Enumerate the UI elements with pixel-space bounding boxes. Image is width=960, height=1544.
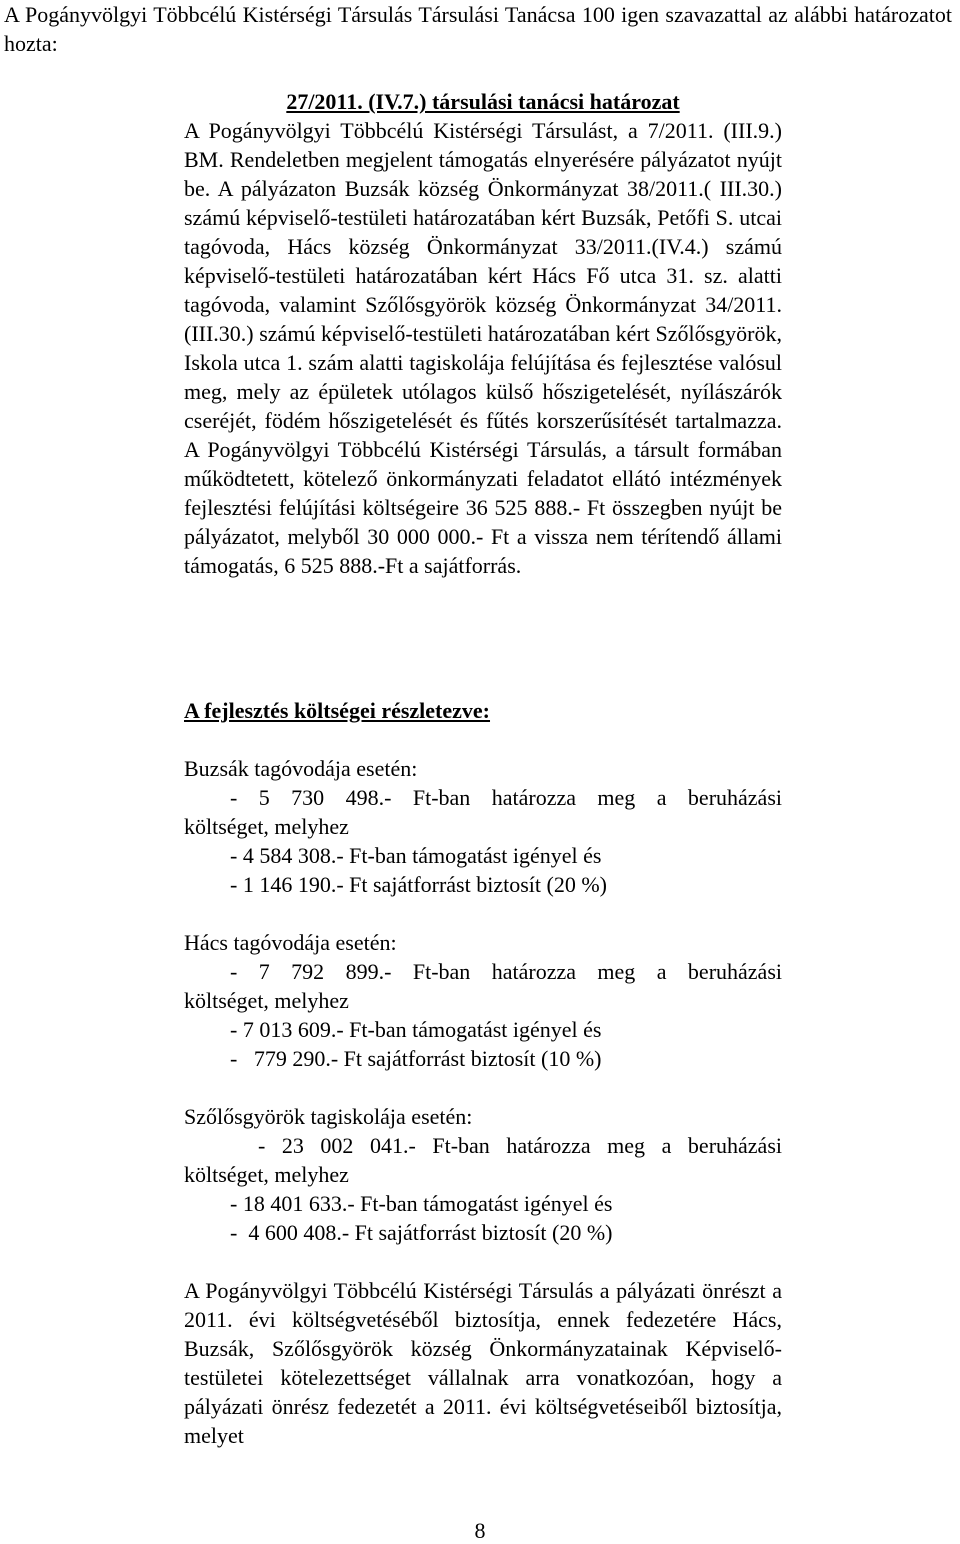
closing-paragraph: A Pogányvölgyi Többcélú Kistérségi Társulás a pályázati önrészt a 2011. évi költségvetéséből biztosítja, ennek fedezetére Hács, Buzsák, Szőlősgyörök község Önkormányzatainak Képviselő-testületei kötelezettséget vállalnak arra vonatkozóan, hogy a pályázati önrész fedezetét a 2011. évi költségvetéseiből biztosítja, melyet [184,1278,782,1448]
buzsak-label: Buzsák tagóvodája esetén: [184,756,418,781]
szolosgyorok-line-1: - 23 002 041.- Ft-ban határozza meg a beruházási [258,1133,782,1158]
buzsak-line-1b: költséget, melyhez [184,814,349,839]
hacs-label: Hács tagóvodája esetén: [184,930,397,955]
buzsak-line-3: - 1 146 190.- Ft sajátforrást biztosít (20 %) [230,872,607,897]
buzsak-section [184,754,782,899]
buzsak-line-1: - 5 730 498.- Ft-ban határozza meg a beruházási [230,785,782,810]
costs-heading: A fejlesztés költségei részletezve: [184,698,491,723]
resolution-title: 27/2011. (IV.7.) társulási tanácsi határozat [286,89,680,114]
szolosgyorok-line-1b: költséget, melyhez [184,1162,349,1187]
szolosgyorok-section [184,1102,782,1247]
hacs-section [184,928,782,1073]
resolution-body: A Pogányvölgyi Többcélú Kistérségi Társulást, a 7/2011. (III.9.) BM. Rendeletben megjelent támogatás elnyerésére pályázatot nyújt be. A pályázaton Buzsák község Önkormányzat 38/2011.( III.30.) számú képviselő-testületi határozatában kért Buzsák, Petőfi S. utcai tagóvoda, Hács község Önkormányzat 33/2011.(IV.4.) számú képviselő-testületi határozatában kért Hács Fő utca 31. sz. alatti tagóvoda, valamint Szőlősgyörök község Önkormányzat 34/2011. (III.30.) számú képviselő-testületi határozatában kért Szőlősgyörök, Iskola utca 1. szám alatti tagiskolája felújítása és fejlesztése valósul meg, mely az épületek utólagos külső hőszigetelését, nyílászárók cseréjét, födém hőszigetelését és fűtés korszerűsítését tartalmazza. A Pogányvölgyi Többcélú Kistérségi Társulás, a társult formában működtetett, kötelező önkormányzati feladatot ellátó intézmények fejlesztési felújítási költségeire 36 525 888.- Ft összegben nyújt be pályázatot, melyből 30 000 000.- Ft a vissza nem térítendő állami támogatás, 6 525 888.-Ft a sajátforrás. [184,118,782,578]
szolosgyorok-line-3: - 4 600 408.- Ft sajátforrást biztosít (20 %) [230,1220,613,1245]
szolosgyorok-label: Szőlősgyörök tagiskolája esetén: [184,1104,473,1129]
page-number: 8 [474,1518,486,1543]
intro-paragraph: A Pogányvölgyi Többcélú Kistérségi Társulás Társulási Tanácsa 100 igen szavazattal az alábbi határozatot hozta: [4,2,952,56]
hacs-line-2: - 7 013 609.- Ft-ban támogatást igényel és [230,1017,602,1042]
hacs-line-1b: költséget, melyhez [184,988,349,1013]
buzsak-line-2: - 4 584 308.- Ft-ban támogatást igényel és [230,843,602,868]
hacs-line-1: - 7 792 899.- Ft-ban határozza meg a beruházási [230,959,782,984]
szolosgyorok-line-2: - 18 401 633.- Ft-ban támogatást igényel és [230,1191,613,1216]
hacs-line-3: - 779 290.- Ft sajátforrást biztosít (10 %) [230,1046,602,1071]
